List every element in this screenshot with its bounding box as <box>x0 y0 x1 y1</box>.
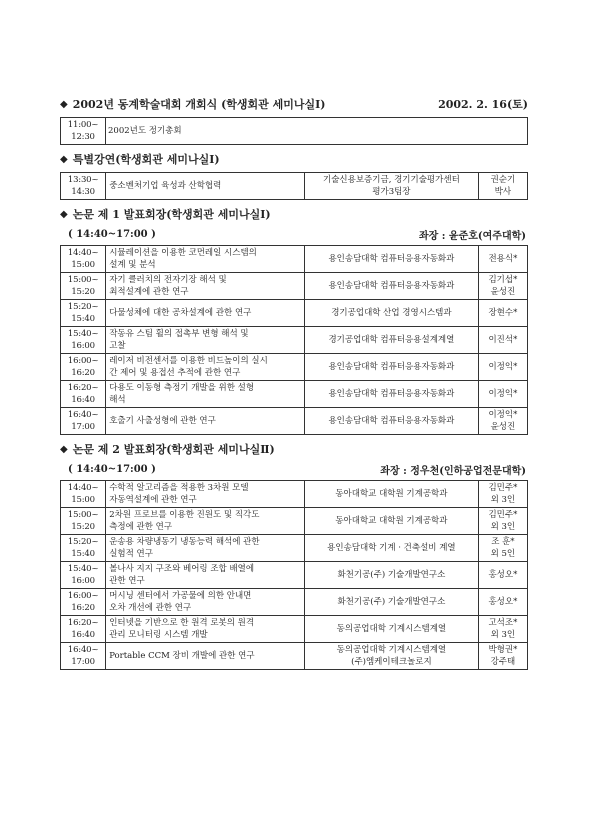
author-cell: 이정익* <box>478 354 527 381</box>
title-cell: 수학적 알고리즘을 적용한 3차원 모델 자동역설계에 관한 연구 <box>106 481 305 508</box>
diamond-bullet-icon: ◆ <box>60 153 68 165</box>
author-cell: 이진석* <box>478 327 527 354</box>
author-cell: 박형권* 강주태 <box>478 643 527 670</box>
session2-header <box>60 441 528 457</box>
affiliation-cell: 용인송담대학 컴퓨터응용자동화과 <box>305 381 479 408</box>
time-cell: 16:40~ 17:00 <box>61 408 106 435</box>
time-cell: 13:30~ 14:30 <box>61 173 106 200</box>
table-row <box>61 481 528 508</box>
opening-date: 2002. 2. 16(토) <box>438 98 528 111</box>
affiliation-cell: 용인송담대학 기계 · 건축설비 계열 <box>305 535 479 562</box>
author-cell: 권순기 박사 <box>478 173 527 200</box>
session2-title: 논문 제 2 발표회장(학생회관 세미나실Ⅱ) <box>72 443 275 456</box>
time-cell: 16:40~ 17:00 <box>61 643 106 670</box>
affiliation-cell: 동아대학교 대학원 기계공학과 <box>305 508 479 535</box>
title-cell: 머시닝 센터에서 가공물에 의한 안내면 오차 개선에 관한 연구 <box>106 589 305 616</box>
schedule-page <box>60 96 528 676</box>
time-cell: 14:40~ 15:00 <box>61 246 106 273</box>
opening-header <box>60 96 528 112</box>
session2-table <box>60 480 528 670</box>
table-row <box>61 508 528 535</box>
special-header <box>60 151 528 167</box>
time-cell: 15:40~ 16:00 <box>61 327 106 354</box>
author-cell: 이정익* 윤성진 <box>478 408 527 435</box>
affiliation-cell: 경기공업대학 컴퓨터응용설계계열 <box>305 327 479 354</box>
title-cell: 호출기 사출성형에 관한 연구 <box>106 408 305 435</box>
special-title: 특별강연(학생회관 세미나실Ⅰ) <box>72 153 220 166</box>
title-cell: 레이저 비전센서를 이용한 비드높이의 실시 간 제어 및 용접선 추적에 관한 연구 <box>106 354 305 381</box>
author-cell: 고석조* 외 3인 <box>478 616 527 643</box>
session2-chair: 좌장 : 정우천(인하공업전문대학) <box>380 466 526 477</box>
title-cell: 다용도 이동형 측정기 개발을 위한 설형 해석 <box>106 381 305 408</box>
table-row <box>61 535 528 562</box>
time-cell: 15:20~ 15:40 <box>61 300 106 327</box>
session2-subheader <box>68 462 528 477</box>
table-row <box>61 589 528 616</box>
affiliation-cell: 기술신용보증기금, 경기기술평가센터 평가3팀장 <box>305 173 479 200</box>
title-cell: 중소벤처기업 육성과 산학협력 <box>106 173 305 200</box>
title-cell: 운송용 차량냉동기 냉동능력 해석에 관한 실험적 연구 <box>106 535 305 562</box>
title-cell: 인터넷을 기반으로 한 원격 로봇의 원격 관리 모니터링 시스템 개발 <box>106 616 305 643</box>
title-cell: Portable CCM 장비 개발에 관한 연구 <box>106 643 305 670</box>
affiliation-cell: 동아대학교 대학원 기계공학과 <box>305 481 479 508</box>
title-cell: 다물성체에 대한 공차설계에 관한 연구 <box>106 300 305 327</box>
diamond-bullet-icon: ◆ <box>60 208 68 220</box>
title-cell: 시뮬레이션을 이용한 코먼레일 시스템의 설계 및 분석 <box>106 246 305 273</box>
table-row <box>61 173 528 200</box>
diamond-bullet-icon: ◆ <box>60 98 68 110</box>
table-row <box>61 118 528 145</box>
time-cell: 15:40~ 16:00 <box>61 562 106 589</box>
table-row <box>61 643 528 670</box>
affiliation-cell: 경기공업대학 산업 경영시스템과 <box>305 300 479 327</box>
title-cell: 자기 클러치의 전자기장 해석 및 최적설계에 관한 연구 <box>106 273 305 300</box>
session1-title: 논문 제 1 발표회장(학생회관 세미나실Ⅰ) <box>72 208 271 221</box>
diamond-bullet-icon: ◆ <box>60 443 68 455</box>
table-row <box>61 246 528 273</box>
author-cell: 조 훈* 외 5인 <box>478 535 527 562</box>
author-cell: 홍성오* <box>478 562 527 589</box>
table-row <box>61 408 528 435</box>
time-cell: 14:40~ 15:00 <box>61 481 106 508</box>
author-cell: 전용식* <box>478 246 527 273</box>
affiliation-cell: 용인송담대학 컴퓨터응용자동화과 <box>305 408 479 435</box>
table-row <box>61 381 528 408</box>
time-cell: 15:00~ 15:20 <box>61 508 106 535</box>
table-row <box>61 562 528 589</box>
title-cell: 2002년도 정기총회 <box>106 118 528 145</box>
time-cell: 16:20~ 16:40 <box>61 381 106 408</box>
session2-time: ( 14:40~17:00 ) <box>68 464 156 475</box>
table-row <box>61 354 528 381</box>
time-cell: 16:00~ 16:20 <box>61 589 106 616</box>
affiliation-cell: 화천기공(주) 기술개발연구소 <box>305 562 479 589</box>
session1-chair: 좌장 : 윤준호(여주대학) <box>418 231 526 242</box>
session1-table <box>60 245 528 435</box>
author-cell: 홍성오* <box>478 589 527 616</box>
opening-title: 2002년 동계학술대회 개회식 (학생회관 세미나실Ⅰ) <box>72 98 326 111</box>
session1-subheader <box>68 227 528 242</box>
time-cell: 11:00~ 12:30 <box>61 118 106 145</box>
affiliation-cell: 화천기공(주) 기술개발연구소 <box>305 589 479 616</box>
author-cell: 장현수* <box>478 300 527 327</box>
author-cell: 이정익* <box>478 381 527 408</box>
author-cell: 김민주* 외 3인 <box>478 508 527 535</box>
title-cell: 볼나사 지지 구조와 베어링 조합 배열에 관한 연구 <box>106 562 305 589</box>
affiliation-cell: 용인송담대학 컴퓨터응용자동화과 <box>305 273 479 300</box>
time-cell: 16:20~ 16:40 <box>61 616 106 643</box>
time-cell: 15:20~ 15:40 <box>61 535 106 562</box>
session1-time: ( 14:40~17:00 ) <box>68 229 156 240</box>
table-row <box>61 616 528 643</box>
affiliation-cell: 동의공업대학 기계시스템계열 (주)엠케이테크놀로지 <box>305 643 479 670</box>
time-cell: 16:00~ 16:20 <box>61 354 106 381</box>
opening-table <box>60 117 528 145</box>
table-row <box>61 273 528 300</box>
title-cell: 2차원 프로브를 이용한 진원도 및 직각도 측정에 관한 연구 <box>106 508 305 535</box>
title-cell: 작동유 스팀 휠의 접촉부 변형 해석 및 고찰 <box>106 327 305 354</box>
special-table <box>60 172 528 200</box>
session1-header <box>60 206 528 222</box>
affiliation-cell: 용인송담대학 컴퓨터응용자동화과 <box>305 354 479 381</box>
time-cell: 15:00~ 15:20 <box>61 273 106 300</box>
table-row <box>61 327 528 354</box>
affiliation-cell: 용인송담대학 컴퓨터응용자동화과 <box>305 246 479 273</box>
author-cell: 김민주* 외 3인 <box>478 481 527 508</box>
affiliation-cell: 동의공업대학 기계시스템계열 <box>305 616 479 643</box>
author-cell: 김기섭* 윤성진 <box>478 273 527 300</box>
table-row <box>61 300 528 327</box>
